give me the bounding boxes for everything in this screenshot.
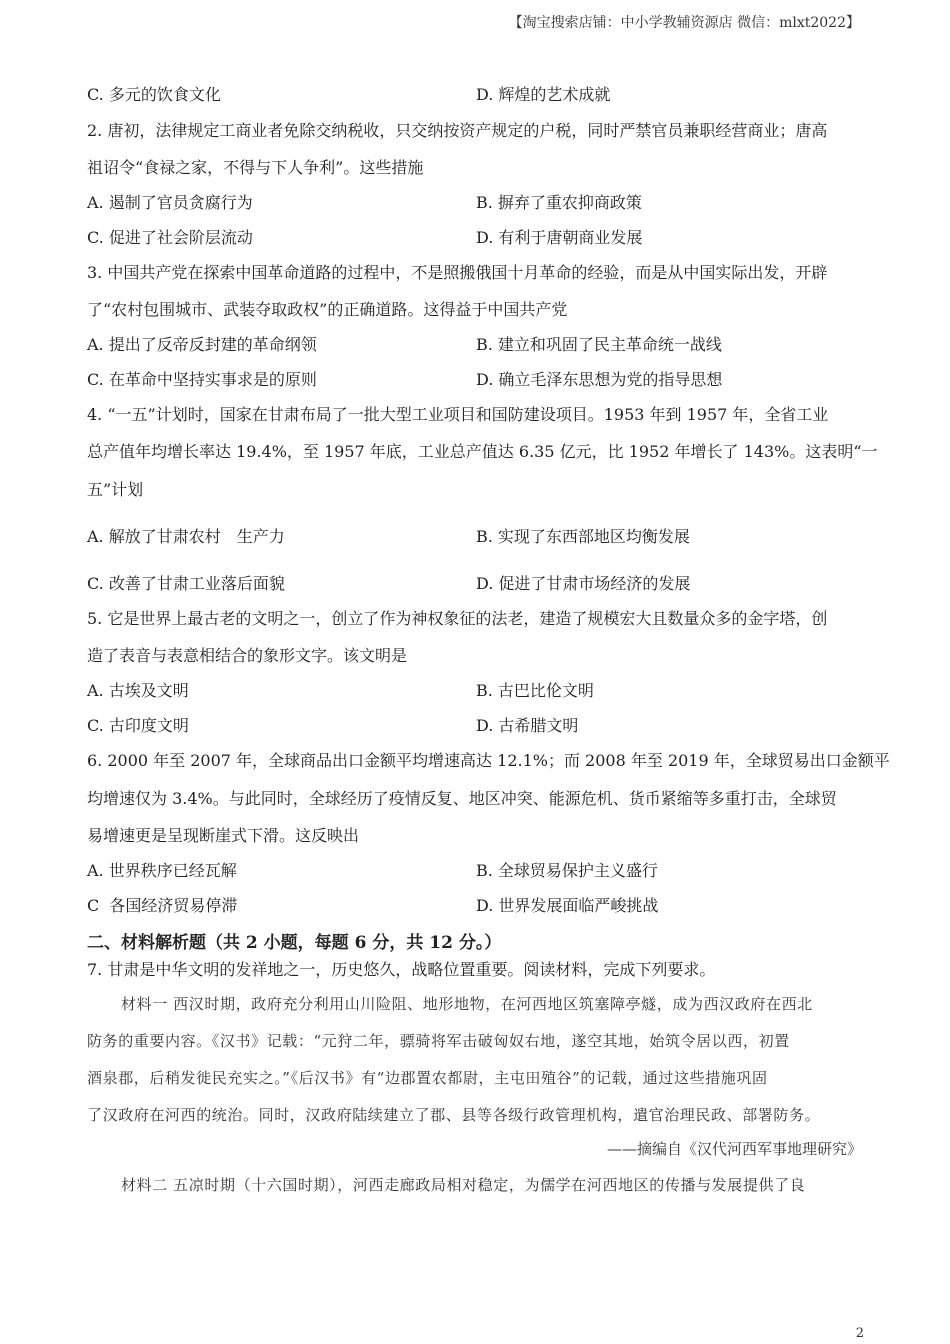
q5-stem-line1: 5. 它是世界上最古老的文明之一，创立了作为神权象征的法老，建造了规模宏大且数量众多的金字塔，创 (87, 609, 828, 628)
page-header: 【淘宝搜索店铺：中小学教辅资源店 微信：mlxt2022】 (508, 15, 860, 31)
q4-option-b: B. 实现了东西部地区均衡发展 (476, 527, 690, 546)
q1-option-c: C. 多元的饮食文化 (87, 85, 221, 104)
q6-option-d: D. 世界发展面临严峻挑战 (476, 896, 659, 915)
q5-option-b: B. 古巴比伦文明 (476, 681, 594, 700)
page-number: 2 (855, 1326, 864, 1341)
material1-line4: 了汉政府在河西的统治。同时，汉政府陆续建立了郡、县等各级行政管理机构，遣官治理民政、部署防务。 (87, 1106, 821, 1124)
q2-option-a: A. 遏制了官员贪腐行为 (87, 193, 253, 212)
q3-stem-line1: 3. 中国共产党在探索中国革命道路的过程中，不是照搬俄国十月革命的经验，而是从中国实际出发，开辟 (87, 263, 828, 282)
q3-option-d: D. 确立毛泽东思想为党的指导思想 (476, 370, 723, 389)
q4-stem-line3: 五”计划 (87, 480, 144, 499)
q5-option-a: A. 古埃及文明 (87, 681, 189, 700)
q2-option-c: C. 促进了社会阶层流动 (87, 228, 253, 247)
q2-stem-line1: 2. 唐初，法律规定工商业者免除交纳税收，只交纳按资产规定的户税，同时严禁官员兼职经营商业；唐高 (87, 121, 828, 140)
q3-option-a: A. 提出了反帝反封建的革命纲领 (87, 335, 317, 354)
q5-stem-line2: 造了表音与表意相结合的象形文字。该文明是 (87, 646, 408, 665)
material1-line2: 防务的重要内容。《汉书》记载：“元狩二年，骠骑将军击破匈奴右地，遂空其地，始筑令居以西，初置 (87, 1032, 790, 1050)
q3-option-c: C. 在革命中坚持实事求是的原则 (87, 370, 317, 389)
material1-source: ——摘编自《汉代河西军事地理研究》 (606, 1140, 862, 1158)
q5-option-d: D. 古希腊文明 (476, 716, 579, 735)
q2-option-d: D. 有利于唐朝商业发展 (476, 228, 643, 247)
q6-option-a: A. 世界秩序已经瓦解 (87, 861, 237, 880)
q4-option-d: D. 促进了甘肃市场经济的发展 (476, 574, 691, 593)
q4-stem-line2: 总产值年均增长率达 19.4%，至 1957 年底，工业总产值达 6.35 亿元，比 1952 年增长了 143%。这表明“一 (87, 442, 878, 461)
material1-line3: 酒泉郡，后稍发徙民充实之。”《后汉书》有“边郡置农都尉，主屯田殖谷”的记载，通过这些措施巩固 (87, 1069, 768, 1087)
q2-option-b: B. 摒弃了重农抑商政策 (476, 193, 642, 212)
q6-option-c: C 各国经济贸易停滞 (87, 896, 238, 915)
material1-line1: 材料一 西汉时期，政府充分利用山川险阻、地形地物，在河西地区筑塞障亭燧，成为西汉政府在西北 (121, 995, 813, 1013)
q6-option-b: B. 全球贸易保护主义盛行 (476, 861, 658, 880)
q4-option-a: A. 解放了甘肃农村 生产力 (87, 527, 285, 546)
q3-option-b: B. 建立和巩固了民主革命统一战线 (476, 335, 722, 354)
q5-option-c: C. 古印度文明 (87, 716, 189, 735)
section-heading: 二、材料解析题（共 2 小题，每题 6 分，共 12 分。） (87, 933, 502, 953)
q6-stem-line3: 易增速更是呈现断崖式下滑。这反映出 (87, 826, 360, 845)
material2-line1: 材料二 五凉时期（十六国时期），河西走廊政局相对稳定，为儒学在河西地区的传播与发展提供了良 (121, 1176, 806, 1194)
q4-option-c: C. 改善了甘肃工业落后面貌 (87, 574, 285, 593)
q2-stem-line2: 祖诏令“食禄之家，不得与下人争利”。这些措施 (87, 158, 424, 177)
q3-stem-line2: 了“农村包围城市、武装夺取政权”的正确道路。这得益于中国共产党 (87, 300, 568, 319)
q6-stem-line1: 6. 2000 年至 2007 年，全球商品出口金额平均增速高达 12.1%；而 2008 年至 2019 年，全球贸易出口金额平 (87, 751, 890, 770)
q7-stem: 7. 甘肃是中华文明的发祥地之一，历史悠久，战略位置重要。阅读材料，完成下列要求。 (87, 960, 716, 979)
q4-stem-line1: 4. “一五”计划时，国家在甘肃布局了一批大型工业项目和国防建设项目。1953 年到 1957 年，全省工业 (87, 405, 829, 424)
q6-stem-line2: 均增速仅为 3.4%。与此同时，全球经历了疫情反复、地区冲突、能源危机、货币紧缩等多重打击，全球贸 (87, 789, 837, 808)
q1-option-d: D. 辉煌的艺术成就 (476, 85, 611, 104)
